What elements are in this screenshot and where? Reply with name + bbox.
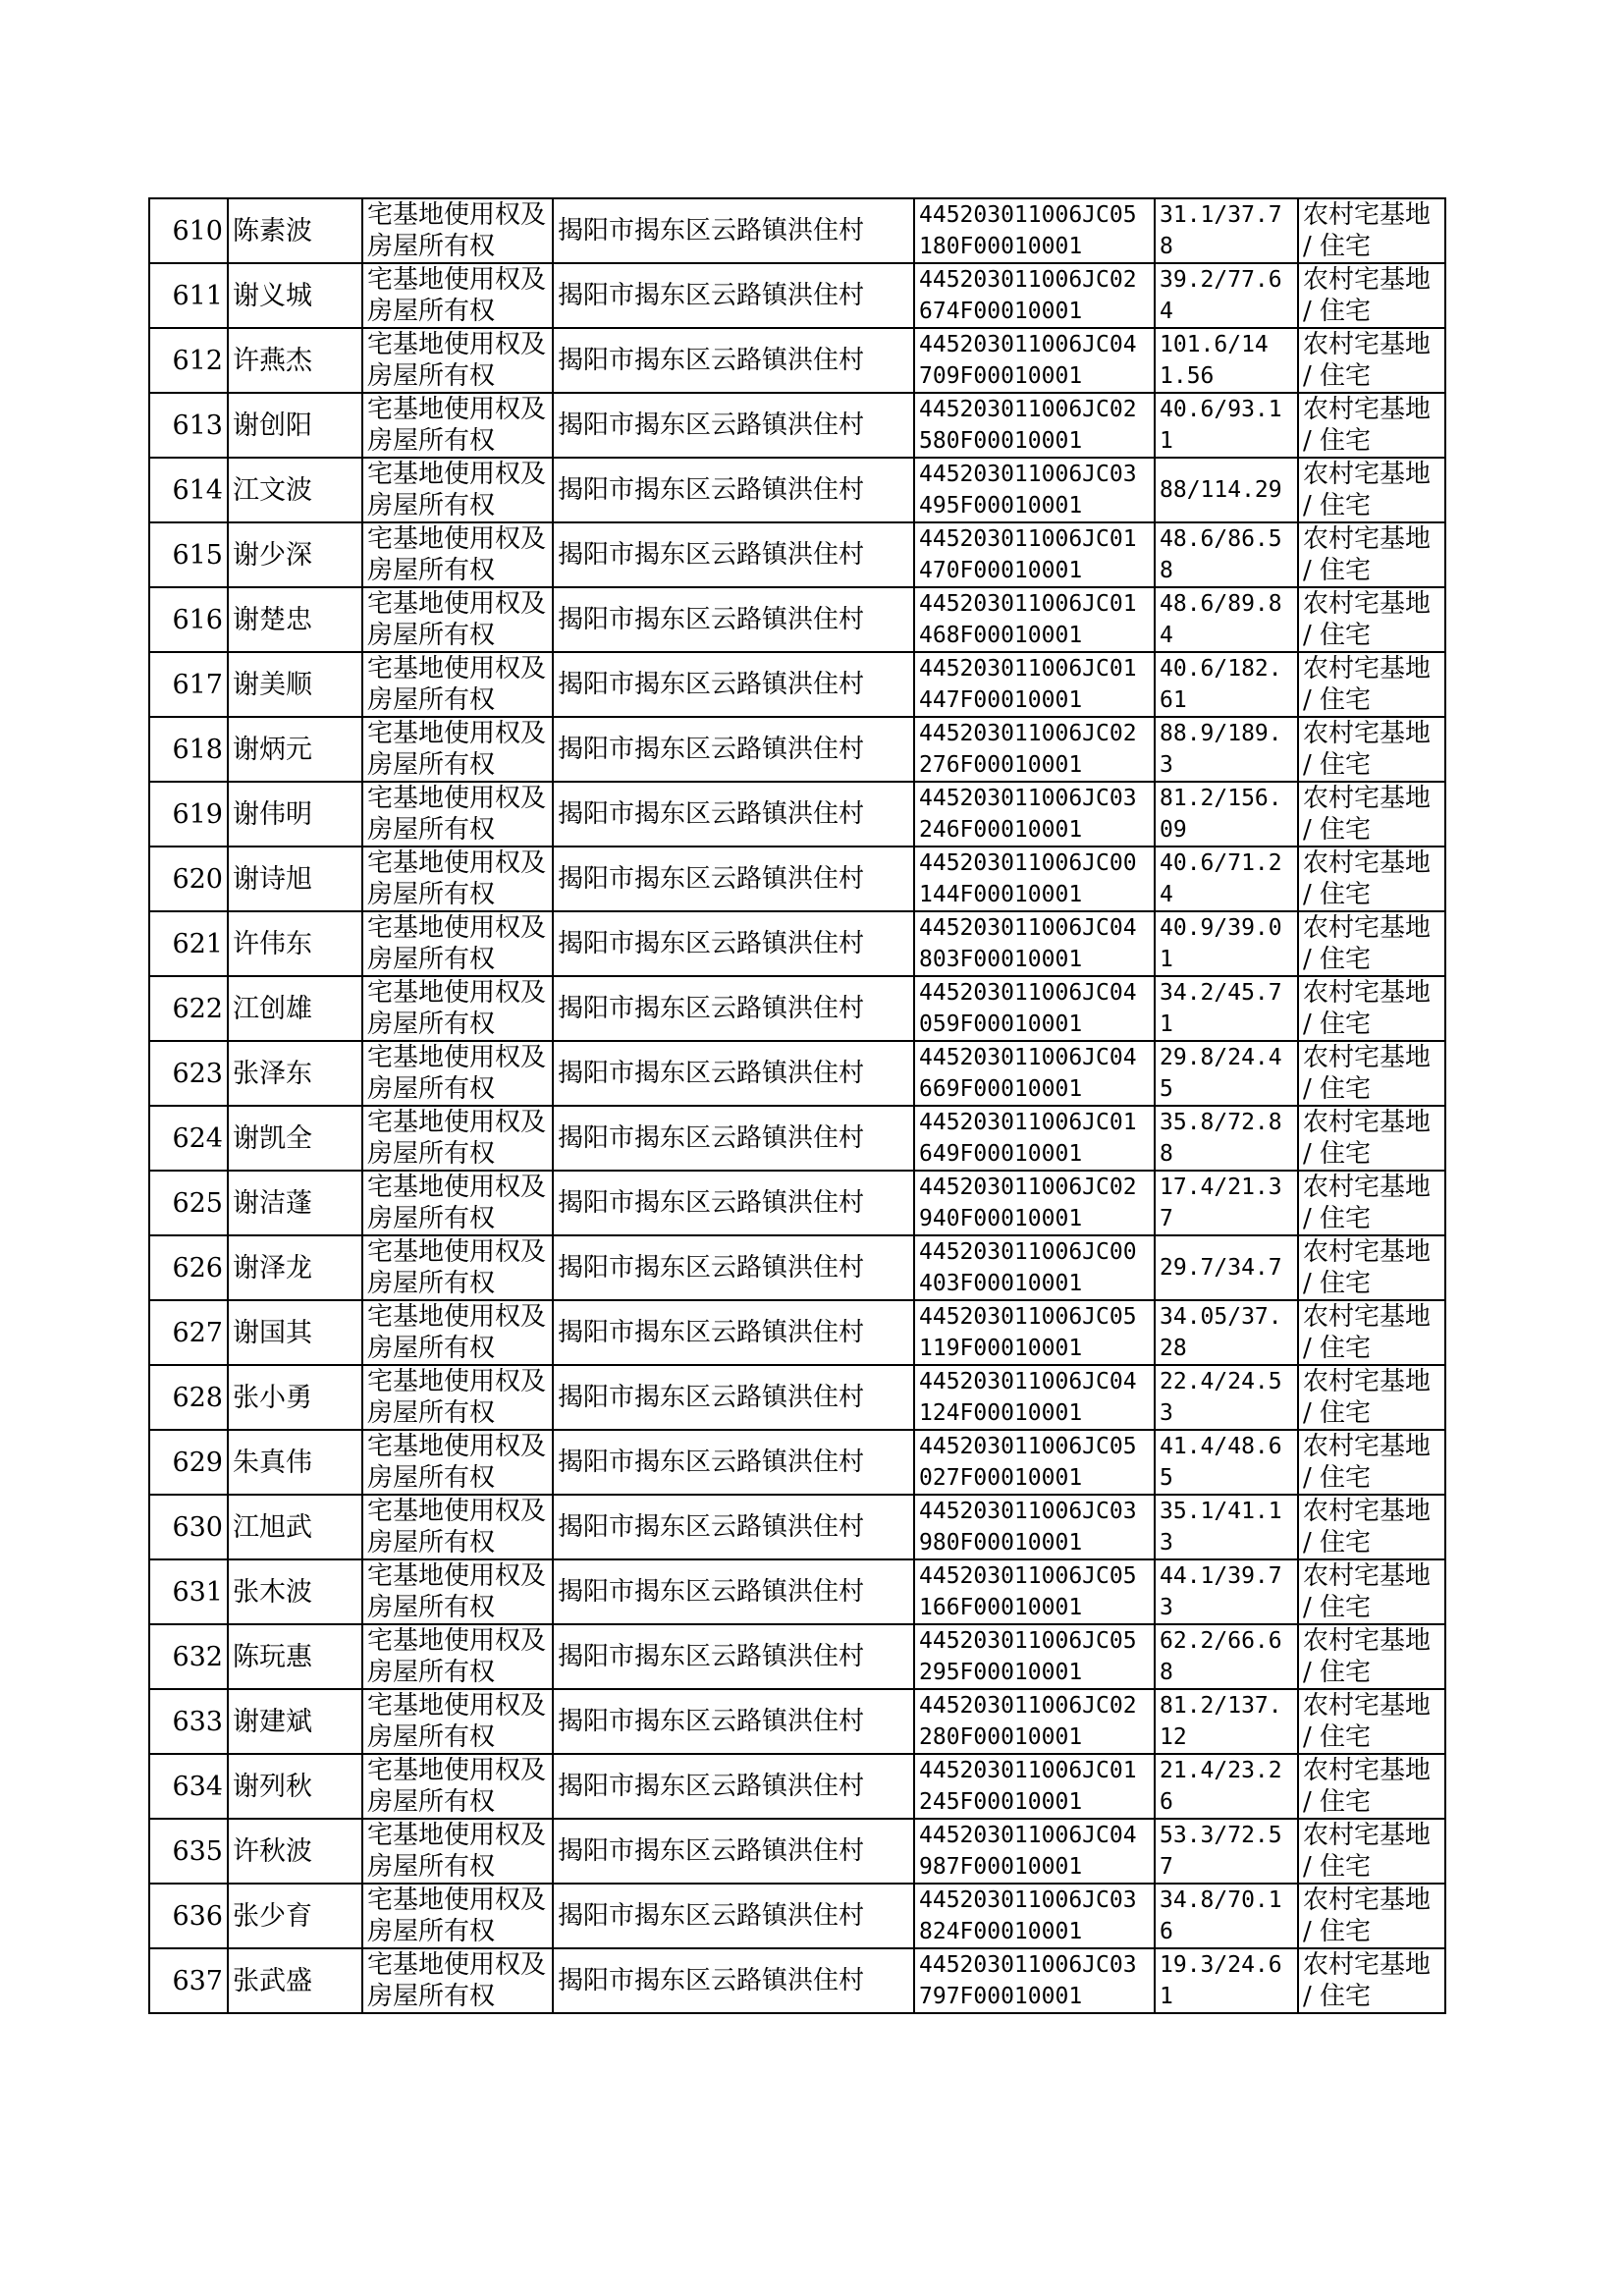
land-use-cell: 农村宅基地 / 住宅 (1298, 1365, 1445, 1430)
area-value-cell: 40.6/93.11 (1155, 393, 1298, 458)
owner-name-cell: 谢楚忠 (228, 587, 362, 652)
owner-name-cell: 谢创阳 (228, 393, 362, 458)
right-type-cell: 宅基地使用权及房屋所有权 (362, 717, 553, 782)
area-value-cell: 34.2/45.71 (1155, 976, 1298, 1041)
area-value-cell: 40.6/71.24 (1155, 847, 1298, 911)
row-number-cell: 619 (149, 782, 228, 847)
area-value-cell: 48.6/86.58 (1155, 522, 1298, 587)
right-type-cell: 宅基地使用权及房屋所有权 (362, 1754, 553, 1819)
location-cell: 揭阳市揭东区云路镇洪住村 (553, 198, 914, 263)
area-value-cell: 35.1/41.13 (1155, 1495, 1298, 1559)
location-cell: 揭阳市揭东区云路镇洪住村 (553, 782, 914, 847)
location-cell: 揭阳市揭东区云路镇洪住村 (553, 522, 914, 587)
table-row (149, 393, 1445, 458)
land-use-cell: 农村宅基地 / 住宅 (1298, 328, 1445, 393)
table-row (149, 717, 1445, 782)
area-value-cell: 88.9/189.3 (1155, 717, 1298, 782)
table-row (149, 1819, 1445, 1884)
land-use-cell: 农村宅基地 / 住宅 (1298, 1689, 1445, 1754)
owner-name-cell: 许燕杰 (228, 328, 362, 393)
owner-name-cell: 张武盛 (228, 1948, 362, 2013)
area-value-cell: 44.1/39.73 (1155, 1559, 1298, 1624)
land-use-cell: 农村宅基地 / 住宅 (1298, 198, 1445, 263)
row-number-cell: 613 (149, 393, 228, 458)
property-code-cell: 445203011006JC03824F00010001 (914, 1884, 1155, 1948)
land-use-cell: 农村宅基地 / 住宅 (1298, 1884, 1445, 1948)
area-value-cell: 53.3/72.57 (1155, 1819, 1298, 1884)
property-code-cell: 445203011006JC01649F00010001 (914, 1106, 1155, 1171)
area-value-cell: 88/114.29 (1155, 458, 1298, 522)
land-use-cell: 农村宅基地 / 住宅 (1298, 522, 1445, 587)
property-code-cell: 445203011006JC02674F00010001 (914, 263, 1155, 328)
owner-name-cell: 许秋波 (228, 1819, 362, 1884)
area-value-cell: 39.2/77.64 (1155, 263, 1298, 328)
property-code-cell: 445203011006JC04669F00010001 (914, 1041, 1155, 1106)
land-use-cell: 农村宅基地 / 住宅 (1298, 847, 1445, 911)
land-use-cell: 农村宅基地 / 住宅 (1298, 1041, 1445, 1106)
owner-name-cell: 谢国其 (228, 1300, 362, 1365)
land-use-cell: 农村宅基地 / 住宅 (1298, 1948, 1445, 2013)
land-use-cell: 农村宅基地 / 住宅 (1298, 652, 1445, 717)
row-number-cell: 611 (149, 263, 228, 328)
location-cell: 揭阳市揭东区云路镇洪住村 (553, 976, 914, 1041)
table-row (149, 1365, 1445, 1430)
row-number-cell: 632 (149, 1624, 228, 1689)
land-use-cell: 农村宅基地 / 住宅 (1298, 1300, 1445, 1365)
right-type-cell: 宅基地使用权及房屋所有权 (362, 328, 553, 393)
land-use-cell: 农村宅基地 / 住宅 (1298, 782, 1445, 847)
area-value-cell: 35.8/72.88 (1155, 1106, 1298, 1171)
table-row (149, 1171, 1445, 1235)
property-code-cell: 445203011006JC03980F00010001 (914, 1495, 1155, 1559)
right-type-cell: 宅基地使用权及房屋所有权 (362, 1948, 553, 2013)
location-cell: 揭阳市揭东区云路镇洪住村 (553, 393, 914, 458)
location-cell: 揭阳市揭东区云路镇洪住村 (553, 1106, 914, 1171)
right-type-cell: 宅基地使用权及房屋所有权 (362, 458, 553, 522)
property-code-cell: 445203011006JC04059F00010001 (914, 976, 1155, 1041)
property-code-cell: 445203011006JC00403F00010001 (914, 1235, 1155, 1300)
location-cell: 揭阳市揭东区云路镇洪住村 (553, 1689, 914, 1754)
property-code-cell: 445203011006JC01470F00010001 (914, 522, 1155, 587)
table-body (149, 198, 1445, 2013)
row-number-cell: 634 (149, 1754, 228, 1819)
owner-name-cell: 陈玩惠 (228, 1624, 362, 1689)
location-cell: 揭阳市揭东区云路镇洪住村 (553, 1819, 914, 1884)
right-type-cell: 宅基地使用权及房屋所有权 (362, 1300, 553, 1365)
owner-name-cell: 陈素波 (228, 198, 362, 263)
table-row (149, 1235, 1445, 1300)
property-code-cell: 445203011006JC02940F00010001 (914, 1171, 1155, 1235)
property-code-cell: 445203011006JC00144F00010001 (914, 847, 1155, 911)
location-cell: 揭阳市揭东区云路镇洪住村 (553, 1235, 914, 1300)
property-code-cell: 445203011006JC05180F00010001 (914, 198, 1155, 263)
property-code-cell: 445203011006JC01447F00010001 (914, 652, 1155, 717)
table-row (149, 263, 1445, 328)
table-row (149, 1624, 1445, 1689)
row-number-cell: 617 (149, 652, 228, 717)
property-code-cell: 445203011006JC01468F00010001 (914, 587, 1155, 652)
table-row (149, 1754, 1445, 1819)
property-code-cell: 445203011006JC04803F00010001 (914, 911, 1155, 976)
owner-name-cell: 谢列秋 (228, 1754, 362, 1819)
land-use-cell: 农村宅基地 / 住宅 (1298, 1430, 1445, 1495)
location-cell: 揭阳市揭东区云路镇洪住村 (553, 1559, 914, 1624)
row-number-cell: 625 (149, 1171, 228, 1235)
row-number-cell: 633 (149, 1689, 228, 1754)
area-value-cell: 17.4/21.37 (1155, 1171, 1298, 1235)
location-cell: 揭阳市揭东区云路镇洪住村 (553, 1495, 914, 1559)
table-row (149, 1495, 1445, 1559)
property-code-cell: 445203011006JC05166F00010001 (914, 1559, 1155, 1624)
table-row (149, 587, 1445, 652)
right-type-cell: 宅基地使用权及房屋所有权 (362, 782, 553, 847)
owner-name-cell: 许伟东 (228, 911, 362, 976)
area-value-cell: 81.2/137.12 (1155, 1689, 1298, 1754)
row-number-cell: 628 (149, 1365, 228, 1430)
row-number-cell: 622 (149, 976, 228, 1041)
land-use-cell: 农村宅基地 / 住宅 (1298, 1495, 1445, 1559)
row-number-cell: 636 (149, 1884, 228, 1948)
location-cell: 揭阳市揭东区云路镇洪住村 (553, 911, 914, 976)
table-row (149, 1430, 1445, 1495)
table-row (149, 1106, 1445, 1171)
row-number-cell: 618 (149, 717, 228, 782)
table-row (149, 328, 1445, 393)
row-number-cell: 630 (149, 1495, 228, 1559)
row-number-cell: 624 (149, 1106, 228, 1171)
location-cell: 揭阳市揭东区云路镇洪住村 (553, 1624, 914, 1689)
property-code-cell: 445203011006JC05295F00010001 (914, 1624, 1155, 1689)
right-type-cell: 宅基地使用权及房屋所有权 (362, 911, 553, 976)
area-value-cell: 29.8/24.45 (1155, 1041, 1298, 1106)
location-cell: 揭阳市揭东区云路镇洪住村 (553, 1948, 914, 2013)
area-value-cell: 29.7/34.7 (1155, 1235, 1298, 1300)
row-number-cell: 623 (149, 1041, 228, 1106)
row-number-cell: 627 (149, 1300, 228, 1365)
area-value-cell: 19.3/24.61 (1155, 1948, 1298, 2013)
location-cell: 揭阳市揭东区云路镇洪住村 (553, 328, 914, 393)
table-row (149, 198, 1445, 263)
row-number-cell: 612 (149, 328, 228, 393)
row-number-cell: 629 (149, 1430, 228, 1495)
table-row (149, 976, 1445, 1041)
right-type-cell: 宅基地使用权及房屋所有权 (362, 847, 553, 911)
area-value-cell: 34.8/70.16 (1155, 1884, 1298, 1948)
right-type-cell: 宅基地使用权及房屋所有权 (362, 1559, 553, 1624)
table-row (149, 1300, 1445, 1365)
location-cell: 揭阳市揭东区云路镇洪住村 (553, 458, 914, 522)
owner-name-cell: 江旭武 (228, 1495, 362, 1559)
property-code-cell: 445203011006JC04709F00010001 (914, 328, 1155, 393)
row-number-cell: 631 (149, 1559, 228, 1624)
land-use-cell: 农村宅基地 / 住宅 (1298, 263, 1445, 328)
location-cell: 揭阳市揭东区云路镇洪住村 (553, 1041, 914, 1106)
right-type-cell: 宅基地使用权及房屋所有权 (362, 522, 553, 587)
right-type-cell: 宅基地使用权及房屋所有权 (362, 1495, 553, 1559)
table-row (149, 847, 1445, 911)
row-number-cell: 620 (149, 847, 228, 911)
land-use-cell: 农村宅基地 / 住宅 (1298, 1235, 1445, 1300)
table-row (149, 1559, 1445, 1624)
table-row (149, 458, 1445, 522)
location-cell: 揭阳市揭东区云路镇洪住村 (553, 587, 914, 652)
property-code-cell: 445203011006JC02580F00010001 (914, 393, 1155, 458)
land-use-cell: 农村宅基地 / 住宅 (1298, 976, 1445, 1041)
row-number-cell: 614 (149, 458, 228, 522)
row-number-cell: 615 (149, 522, 228, 587)
property-code-cell: 445203011006JC03797F00010001 (914, 1948, 1155, 2013)
land-use-cell: 农村宅基地 / 住宅 (1298, 1624, 1445, 1689)
owner-name-cell: 谢泽龙 (228, 1235, 362, 1300)
owner-name-cell: 谢美顺 (228, 652, 362, 717)
table-row (149, 1041, 1445, 1106)
owner-name-cell: 谢伟明 (228, 782, 362, 847)
area-value-cell: 48.6/89.84 (1155, 587, 1298, 652)
land-use-cell: 农村宅基地 / 住宅 (1298, 1171, 1445, 1235)
property-code-cell: 445203011006JC05027F00010001 (914, 1430, 1155, 1495)
row-number-cell: 616 (149, 587, 228, 652)
location-cell: 揭阳市揭东区云路镇洪住村 (553, 847, 914, 911)
property-code-cell: 445203011006JC04124F00010001 (914, 1365, 1155, 1430)
owner-name-cell: 谢建斌 (228, 1689, 362, 1754)
right-type-cell: 宅基地使用权及房屋所有权 (362, 652, 553, 717)
right-type-cell: 宅基地使用权及房屋所有权 (362, 1819, 553, 1884)
table-row (149, 782, 1445, 847)
owner-name-cell: 张小勇 (228, 1365, 362, 1430)
property-code-cell: 445203011006JC02280F00010001 (914, 1689, 1155, 1754)
area-value-cell: 40.9/39.01 (1155, 911, 1298, 976)
owner-name-cell: 张木波 (228, 1559, 362, 1624)
row-number-cell: 610 (149, 198, 228, 263)
owner-name-cell: 张少育 (228, 1884, 362, 1948)
owner-name-cell: 谢炳元 (228, 717, 362, 782)
area-value-cell: 41.4/48.65 (1155, 1430, 1298, 1495)
right-type-cell: 宅基地使用权及房屋所有权 (362, 1041, 553, 1106)
right-type-cell: 宅基地使用权及房屋所有权 (362, 1624, 553, 1689)
land-use-cell: 农村宅基地 / 住宅 (1298, 1559, 1445, 1624)
area-value-cell: 40.6/182.61 (1155, 652, 1298, 717)
location-cell: 揭阳市揭东区云路镇洪住村 (553, 1171, 914, 1235)
area-value-cell: 101.6/141.56 (1155, 328, 1298, 393)
right-type-cell: 宅基地使用权及房屋所有权 (362, 393, 553, 458)
owner-name-cell: 朱真伟 (228, 1430, 362, 1495)
table-row (149, 522, 1445, 587)
owner-name-cell: 江创雄 (228, 976, 362, 1041)
land-use-cell: 农村宅基地 / 住宅 (1298, 717, 1445, 782)
row-number-cell: 626 (149, 1235, 228, 1300)
table-row (149, 1689, 1445, 1754)
right-type-cell: 宅基地使用权及房屋所有权 (362, 1365, 553, 1430)
right-type-cell: 宅基地使用权及房屋所有权 (362, 976, 553, 1041)
owner-name-cell: 张泽东 (228, 1041, 362, 1106)
land-use-cell: 农村宅基地 / 住宅 (1298, 911, 1445, 976)
location-cell: 揭阳市揭东区云路镇洪住村 (553, 1430, 914, 1495)
location-cell: 揭阳市揭东区云路镇洪住村 (553, 652, 914, 717)
registry-sheet (148, 197, 1446, 2014)
area-value-cell: 81.2/156.09 (1155, 782, 1298, 847)
table-row (149, 1948, 1445, 2013)
property-registry-table (148, 197, 1446, 2014)
land-use-cell: 农村宅基地 / 住宅 (1298, 393, 1445, 458)
location-cell: 揭阳市揭东区云路镇洪住村 (553, 1754, 914, 1819)
owner-name-cell: 谢诗旭 (228, 847, 362, 911)
property-code-cell: 445203011006JC03495F00010001 (914, 458, 1155, 522)
table-row (149, 911, 1445, 976)
area-value-cell: 34.05/37.28 (1155, 1300, 1298, 1365)
property-code-cell: 445203011006JC04987F00010001 (914, 1819, 1155, 1884)
location-cell: 揭阳市揭东区云路镇洪住村 (553, 1365, 914, 1430)
land-use-cell: 农村宅基地 / 住宅 (1298, 1754, 1445, 1819)
property-code-cell: 445203011006JC03246F00010001 (914, 782, 1155, 847)
right-type-cell: 宅基地使用权及房屋所有权 (362, 263, 553, 328)
land-use-cell: 农村宅基地 / 住宅 (1298, 458, 1445, 522)
right-type-cell: 宅基地使用权及房屋所有权 (362, 1689, 553, 1754)
right-type-cell: 宅基地使用权及房屋所有权 (362, 1171, 553, 1235)
owner-name-cell: 谢洁蓬 (228, 1171, 362, 1235)
location-cell: 揭阳市揭东区云路镇洪住村 (553, 1300, 914, 1365)
location-cell: 揭阳市揭东区云路镇洪住村 (553, 717, 914, 782)
row-number-cell: 637 (149, 1948, 228, 2013)
right-type-cell: 宅基地使用权及房屋所有权 (362, 1884, 553, 1948)
owner-name-cell: 谢义城 (228, 263, 362, 328)
land-use-cell: 农村宅基地 / 住宅 (1298, 587, 1445, 652)
property-code-cell: 445203011006JC01245F00010001 (914, 1754, 1155, 1819)
right-type-cell: 宅基地使用权及房屋所有权 (362, 198, 553, 263)
row-number-cell: 621 (149, 911, 228, 976)
right-type-cell: 宅基地使用权及房屋所有权 (362, 1235, 553, 1300)
property-code-cell: 445203011006JC02276F00010001 (914, 717, 1155, 782)
location-cell: 揭阳市揭东区云路镇洪住村 (553, 263, 914, 328)
area-value-cell: 31.1/37.78 (1155, 198, 1298, 263)
owner-name-cell: 江文波 (228, 458, 362, 522)
right-type-cell: 宅基地使用权及房屋所有权 (362, 1106, 553, 1171)
table-row (149, 652, 1445, 717)
area-value-cell: 22.4/24.53 (1155, 1365, 1298, 1430)
table-row (149, 1884, 1445, 1948)
right-type-cell: 宅基地使用权及房屋所有权 (362, 1430, 553, 1495)
land-use-cell: 农村宅基地 / 住宅 (1298, 1819, 1445, 1884)
land-use-cell: 农村宅基地 / 住宅 (1298, 1106, 1445, 1171)
owner-name-cell: 谢少深 (228, 522, 362, 587)
owner-name-cell: 谢凯全 (228, 1106, 362, 1171)
property-code-cell: 445203011006JC05119F00010001 (914, 1300, 1155, 1365)
right-type-cell: 宅基地使用权及房屋所有权 (362, 587, 553, 652)
row-number-cell: 635 (149, 1819, 228, 1884)
location-cell: 揭阳市揭东区云路镇洪住村 (553, 1884, 914, 1948)
area-value-cell: 62.2/66.68 (1155, 1624, 1298, 1689)
area-value-cell: 21.4/23.26 (1155, 1754, 1298, 1819)
